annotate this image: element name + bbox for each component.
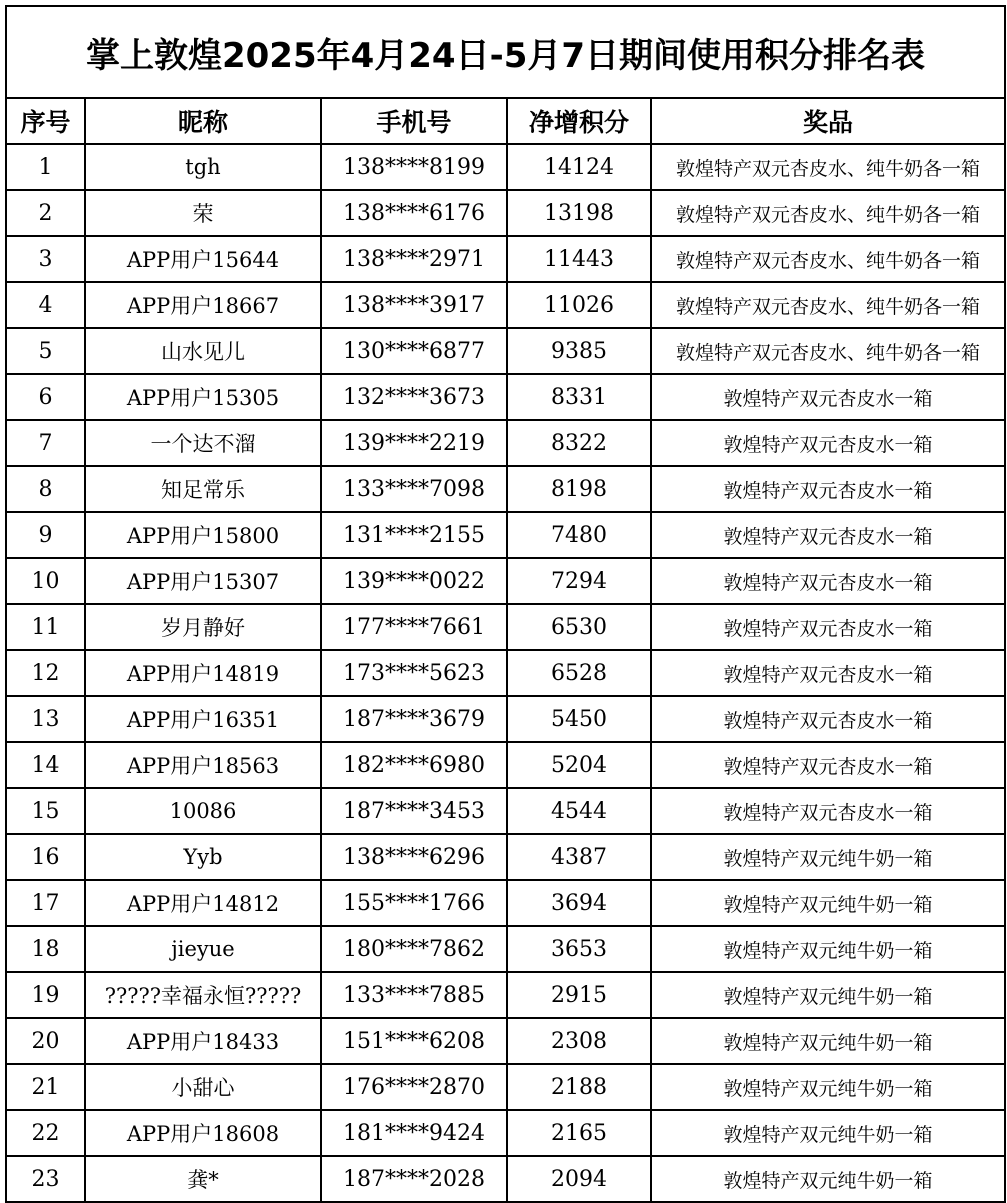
header-nickname: 昵称 xyxy=(85,98,321,144)
cell-phone: 187****3453 xyxy=(321,788,507,834)
cell-phone: 182****6980 xyxy=(321,742,507,788)
cell-phone: 133****7098 xyxy=(321,466,507,512)
table-row xyxy=(6,926,1005,972)
cell-points: 7480 xyxy=(507,512,651,558)
cell-nickname: APP用户15644 xyxy=(85,236,321,282)
cell-rank: 16 xyxy=(6,834,85,880)
cell-rank: 5 xyxy=(6,328,85,374)
cell-points: 8322 xyxy=(507,420,651,466)
cell-rank: 12 xyxy=(6,650,85,696)
cell-points: 2915 xyxy=(507,972,651,1018)
cell-nickname: tgh xyxy=(85,144,321,190)
cell-phone: 138****2971 xyxy=(321,236,507,282)
cell-phone: 187****3679 xyxy=(321,696,507,742)
cell-rank: 1 xyxy=(6,144,85,190)
cell-prize: 敦煌特产双元杏皮水一箱 xyxy=(651,788,1005,834)
cell-rank: 22 xyxy=(6,1110,85,1156)
cell-nickname: ?????幸福永恒????? xyxy=(85,972,321,1018)
cell-nickname: APP用户18667 xyxy=(85,282,321,328)
cell-phone: 130****6877 xyxy=(321,328,507,374)
cell-rank: 20 xyxy=(6,1018,85,1064)
cell-points: 3694 xyxy=(507,880,651,926)
cell-points: 2165 xyxy=(507,1110,651,1156)
cell-points: 2094 xyxy=(507,1156,651,1202)
cell-prize: 敦煌特产双元纯牛奶一箱 xyxy=(651,880,1005,926)
cell-nickname: 10086 xyxy=(85,788,321,834)
cell-prize: 敦煌特产双元杏皮水一箱 xyxy=(651,374,1005,420)
table-row xyxy=(6,466,1005,512)
cell-nickname: 山水见儿 xyxy=(85,328,321,374)
table-row xyxy=(6,650,1005,696)
cell-nickname: APP用户18563 xyxy=(85,742,321,788)
table-row xyxy=(6,512,1005,558)
cell-prize: 敦煌特产双元杏皮水一箱 xyxy=(651,558,1005,604)
cell-points: 4544 xyxy=(507,788,651,834)
cell-phone: 173****5623 xyxy=(321,650,507,696)
header-phone: 手机号 xyxy=(321,98,507,144)
table-row xyxy=(6,1110,1005,1156)
cell-rank: 6 xyxy=(6,374,85,420)
page-title: 掌上敦煌2025年4月24日-5月7日期间使用积分排名表 xyxy=(6,6,1005,98)
cell-nickname: 龚* xyxy=(85,1156,321,1202)
cell-phone: 177****7661 xyxy=(321,604,507,650)
cell-points: 13198 xyxy=(507,190,651,236)
cell-prize: 敦煌特产双元杏皮水一箱 xyxy=(651,604,1005,650)
cell-nickname: APP用户15305 xyxy=(85,374,321,420)
cell-nickname: 知足常乐 xyxy=(85,466,321,512)
cell-points: 2308 xyxy=(507,1018,651,1064)
cell-prize: 敦煌特产双元杏皮水一箱 xyxy=(651,696,1005,742)
cell-prize: 敦煌特产双元纯牛奶一箱 xyxy=(651,972,1005,1018)
cell-phone: 139****2219 xyxy=(321,420,507,466)
cell-nickname: APP用户15307 xyxy=(85,558,321,604)
cell-prize: 敦煌特产双元杏皮水一箱 xyxy=(651,420,1005,466)
cell-prize: 敦煌特产双元杏皮水一箱 xyxy=(651,512,1005,558)
cell-points: 4387 xyxy=(507,834,651,880)
cell-nickname: 小甜心 xyxy=(85,1064,321,1110)
cell-nickname: APP用户14812 xyxy=(85,880,321,926)
cell-prize: 敦煌特产双元纯牛奶一箱 xyxy=(651,1064,1005,1110)
cell-phone: 176****2870 xyxy=(321,1064,507,1110)
cell-points: 6528 xyxy=(507,650,651,696)
cell-prize: 敦煌特产双元纯牛奶一箱 xyxy=(651,1156,1005,1202)
cell-phone: 139****0022 xyxy=(321,558,507,604)
cell-points: 11443 xyxy=(507,236,651,282)
cell-rank: 7 xyxy=(6,420,85,466)
table-row xyxy=(6,972,1005,1018)
cell-prize: 敦煌特产双元纯牛奶一箱 xyxy=(651,926,1005,972)
header-points: 净增积分 xyxy=(507,98,651,144)
cell-nickname: APP用户14819 xyxy=(85,650,321,696)
table-row xyxy=(6,558,1005,604)
table-row xyxy=(6,1156,1005,1202)
cell-rank: 19 xyxy=(6,972,85,1018)
table-row xyxy=(6,604,1005,650)
cell-phone: 151****6208 xyxy=(321,1018,507,1064)
cell-rank: 23 xyxy=(6,1156,85,1202)
table-row xyxy=(6,1064,1005,1110)
cell-nickname: APP用户18608 xyxy=(85,1110,321,1156)
cell-points: 8198 xyxy=(507,466,651,512)
cell-rank: 17 xyxy=(6,880,85,926)
title-row xyxy=(6,6,1005,98)
table-row xyxy=(6,144,1005,190)
cell-points: 7294 xyxy=(507,558,651,604)
cell-rank: 21 xyxy=(6,1064,85,1110)
table-row xyxy=(6,880,1005,926)
cell-prize: 敦煌特产双元杏皮水、纯牛奶各一箱 xyxy=(651,282,1005,328)
cell-nickname: APP用户15800 xyxy=(85,512,321,558)
table-row xyxy=(6,742,1005,788)
cell-rank: 10 xyxy=(6,558,85,604)
cell-nickname: jieyue xyxy=(85,926,321,972)
cell-rank: 11 xyxy=(6,604,85,650)
cell-rank: 9 xyxy=(6,512,85,558)
table-row xyxy=(6,696,1005,742)
cell-phone: 133****7885 xyxy=(321,972,507,1018)
cell-phone: 138****8199 xyxy=(321,144,507,190)
cell-phone: 131****2155 xyxy=(321,512,507,558)
cell-rank: 14 xyxy=(6,742,85,788)
cell-prize: 敦煌特产双元杏皮水一箱 xyxy=(651,466,1005,512)
cell-points: 14124 xyxy=(507,144,651,190)
cell-phone: 138****6296 xyxy=(321,834,507,880)
cell-prize: 敦煌特产双元杏皮水一箱 xyxy=(651,650,1005,696)
cell-phone: 187****2028 xyxy=(321,1156,507,1202)
table-row xyxy=(6,236,1005,282)
cell-prize: 敦煌特产双元纯牛奶一箱 xyxy=(651,1018,1005,1064)
table-row xyxy=(6,374,1005,420)
cell-points: 2188 xyxy=(507,1064,651,1110)
header-prize: 奖品 xyxy=(651,98,1005,144)
cell-prize: 敦煌特产双元杏皮水、纯牛奶各一箱 xyxy=(651,144,1005,190)
cell-rank: 8 xyxy=(6,466,85,512)
table-row xyxy=(6,1018,1005,1064)
ranking-table xyxy=(5,5,1006,1203)
header-rank: 序号 xyxy=(6,98,85,144)
cell-prize: 敦煌特产双元杏皮水、纯牛奶各一箱 xyxy=(651,236,1005,282)
cell-nickname: 岁月静好 xyxy=(85,604,321,650)
cell-points: 5204 xyxy=(507,742,651,788)
table-row xyxy=(6,834,1005,880)
cell-rank: 13 xyxy=(6,696,85,742)
table-row xyxy=(6,282,1005,328)
cell-nickname: 荣 xyxy=(85,190,321,236)
cell-prize: 敦煌特产双元杏皮水、纯牛奶各一箱 xyxy=(651,328,1005,374)
cell-rank: 15 xyxy=(6,788,85,834)
table-row xyxy=(6,788,1005,834)
cell-phone: 132****3673 xyxy=(321,374,507,420)
cell-points: 9385 xyxy=(507,328,651,374)
cell-nickname: APP用户16351 xyxy=(85,696,321,742)
cell-rank: 4 xyxy=(6,282,85,328)
cell-prize: 敦煌特产双元纯牛奶一箱 xyxy=(651,834,1005,880)
cell-phone: 180****7862 xyxy=(321,926,507,972)
cell-rank: 2 xyxy=(6,190,85,236)
cell-prize: 敦煌特产双元纯牛奶一箱 xyxy=(651,1110,1005,1156)
cell-points: 8331 xyxy=(507,374,651,420)
cell-nickname: APP用户18433 xyxy=(85,1018,321,1064)
cell-phone: 181****9424 xyxy=(321,1110,507,1156)
cell-nickname: Yyb xyxy=(85,834,321,880)
cell-phone: 155****1766 xyxy=(321,880,507,926)
cell-points: 5450 xyxy=(507,696,651,742)
cell-points: 6530 xyxy=(507,604,651,650)
cell-nickname: 一个达不溜 xyxy=(85,420,321,466)
cell-points: 3653 xyxy=(507,926,651,972)
cell-prize: 敦煌特产双元杏皮水、纯牛奶各一箱 xyxy=(651,190,1005,236)
table-row xyxy=(6,190,1005,236)
header-row xyxy=(6,98,1005,144)
cell-phone: 138****6176 xyxy=(321,190,507,236)
table-row xyxy=(6,328,1005,374)
table-row xyxy=(6,420,1005,466)
cell-phone: 138****3917 xyxy=(321,282,507,328)
cell-points: 11026 xyxy=(507,282,651,328)
cell-rank: 18 xyxy=(6,926,85,972)
cell-prize: 敦煌特产双元杏皮水一箱 xyxy=(651,742,1005,788)
cell-rank: 3 xyxy=(6,236,85,282)
